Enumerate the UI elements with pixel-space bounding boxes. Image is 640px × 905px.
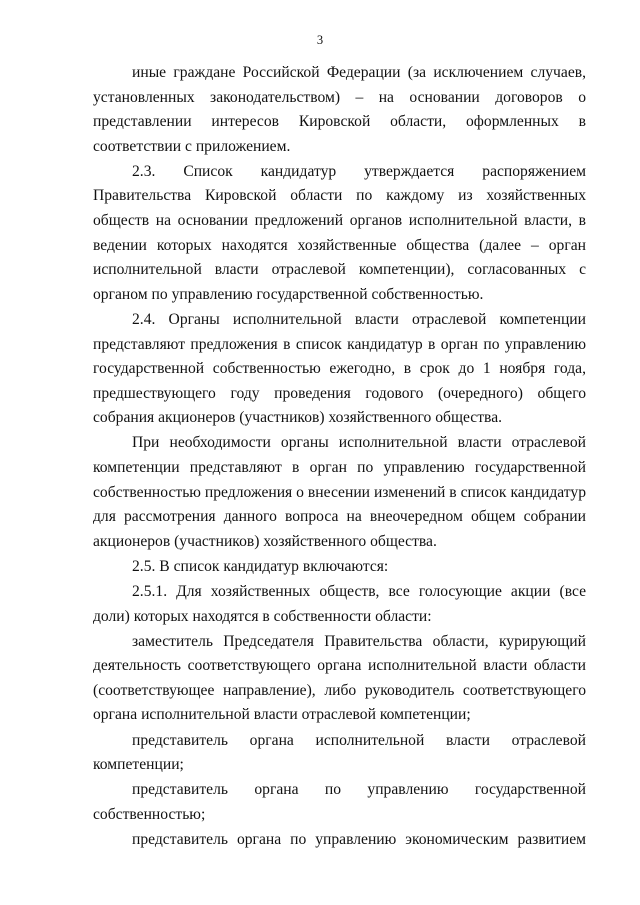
- document-body: [93, 61, 586, 853]
- page-number: 3: [316, 33, 324, 47]
- paragraph-property-authority-representative: представитель органа по управлению государственной собственностью;: [93, 781, 586, 823]
- paragraph-2-5-1-wholly-owned-companies: 2.5.1. Для хозяйственных обществ, все голосующие акции (все доли) которых находятся в собственности области:: [93, 582, 586, 625]
- paragraph-2-4-proposals-deadline: 2.4. Органы исполнительной власти отраслевой компетенции представляют предложения в список кандидатур в орган по управлению государственной собственностью ежегодно, в срок до 1 ноября года, предшествующего году проведения годового (очередного) общего собрания акционеров (участников) хозяйственного общества.: [93, 310, 586, 427]
- paragraph-sector-authority-representative: представитель органа исполнительной власти отраслевой компетенции;: [93, 731, 586, 774]
- paragraph-citizens-representation: иные граждане Российской Федерации (за исключением случаев, установленных законодательством) – на основании договоров о представлении интересов Кировской области, оформленных в соответствии с приложением.: [93, 64, 586, 155]
- paragraph-deputy-chairman: заместитель Председателя Правительства области, курирующий деятельность соответствующего органа исполнительной власти области (соответствующее направление), либо руководитель соответствующего органа исполнительной власти отраслевой компетенции;: [93, 632, 586, 724]
- paragraph-2-5-list-includes: 2.5. В список кандидатур включаются:: [132, 557, 389, 575]
- paragraph-economic-authority-representative: представитель органа по управлению экономическим развитием: [132, 830, 586, 848]
- paragraph-list-amendments: При необходимости органы исполнительной власти отраслевой компетенции представляют в орган по управлению государственной собственностью предложения о внесении изменений в список кандидатур для рассмотрения данного вопроса на внеочередном общем собрании акционеров (участников) хозяйственного общества.: [93, 434, 586, 550]
- paragraph-2-3-candidate-list-approval: 2.3. Список кандидатур утверждается распоряжением Правительства Кировской области по каждому из хозяйственных обществ на основании предложений органов исполнительной власти, в ведении которых находятся хозяйственные общества (далее – орган исполнительной власти отраслевой компетенции), согласованных с органом по управлению государственной собственностью.: [93, 162, 586, 303]
